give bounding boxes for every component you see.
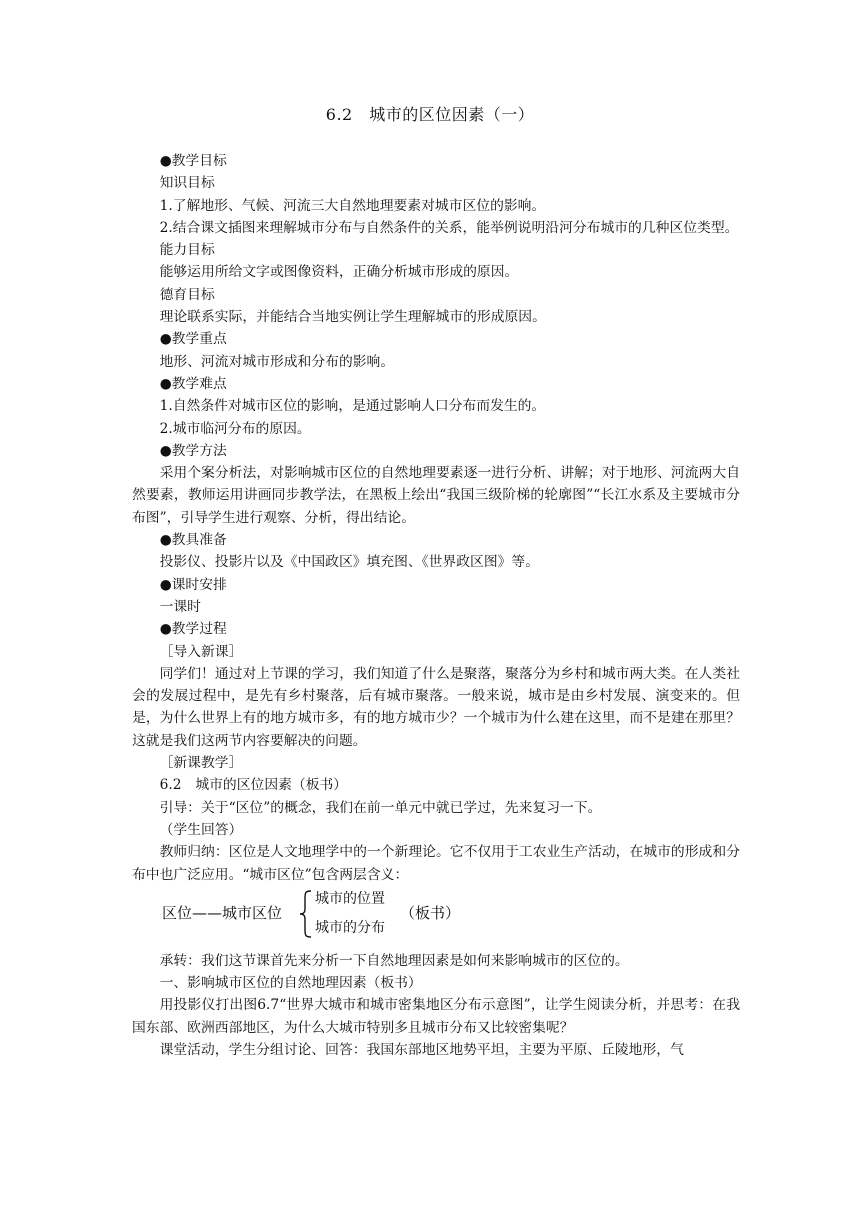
class-activity-text: 课堂活动，学生分组讨论、回答：我国东部地区地势平坦，主要为平原、丘陵地形，气 <box>159 1041 684 1058</box>
projector-instruction: 用投影仪打出图6.7“世界大城市和城市密集地区分布示意图”，让学生阅读分析，并思考：在我国东部、欧洲西部地区，为什么大城市特别多且城市分布又比较密集呢？ <box>132 997 740 1036</box>
new-lesson-label: ［新课教学］ <box>159 755 243 772</box>
ability-text: 能够运用所给文字或图像资料，正确分析城市形成的原因。 <box>159 264 519 281</box>
intro-paragraph: 同学们！通过对上节课的学习，我们知道了什么是聚落，聚落分为乡村和城市两大类。在人类社会的发展过程中，是先有乡村聚落，后有城市聚落。一般来说，城市是由乡村发展、演变来的。但是，为什么世界上有的地方城市多，有的地方城市少？一个城市为什么建在这里，而不是建在那里？这就是我们这两节内容要解决的问题。 <box>132 665 740 749</box>
brace-icon <box>298 889 314 939</box>
section-heading-key-points: ●教学重点 <box>159 331 227 348</box>
difficulty-item-2: 2.城市临河分布的原因。 <box>159 420 311 437</box>
moral-text: 理论联系实际，并能结合当地实例让学生理解城市的形成原因。 <box>159 309 546 326</box>
transition-text: 承转：我们这节课首先来分析一下自然地理因素是如何来影响城市的区位的。 <box>159 952 629 969</box>
section-heading-objectives: ●教学目标 <box>159 153 227 169</box>
intro-label: ［导入新课］ <box>159 643 243 660</box>
schedule-text: 一课时 <box>159 598 201 615</box>
section-heading-process: ●教学过程 <box>159 621 227 638</box>
document-body <box>132 150 740 1061</box>
page-title: 6.2 城市的区位因素（一） <box>325 105 535 124</box>
subheading-moral: 德育目标 <box>159 286 215 303</box>
knowledge-item-2: 2.结合课文插图来理解城市分布与自然条件的关系，能举例说明沿河分布城市的几种区位类型。 <box>159 219 739 236</box>
subheading-ability: 能力目标 <box>159 242 215 259</box>
methods-text: 采用个案分析法，对影响城市区位的自然地理要素逐一进行分析、讲解；对于地形、河流两大自然要素，教师运用讲画同步教学法，在黑板上绘出“我国三级阶梯的轮廓图”“长江水系及主要城市分布图”，引导学生进行观察、分析，得出结论。 <box>132 465 740 526</box>
section-heading-materials: ●教具准备 <box>159 532 227 549</box>
diagram-bottom-label: 城市的分布 <box>315 919 385 936</box>
difficulty-item-1: 1.自然条件对城市区位的影响，是通过影响人口分布而发生的。 <box>159 398 546 415</box>
section-heading-schedule: ●课时安排 <box>159 576 227 593</box>
subheading-knowledge: 知识目标 <box>159 175 215 192</box>
teacher-summary: 教师归纳：区位是人文地理学中的一个新理论。它不仅用于工农业生产活动，在城市的形成和分布中也广泛应用。“城市区位”包含两层含义： <box>132 844 740 883</box>
board-title: 6.2 城市的区位因素（板书） <box>159 777 348 794</box>
diagram-top-label: 城市的位置 <box>315 890 385 907</box>
section-one-heading: 一、影响城市区位的自然地理因素（板书） <box>159 975 422 992</box>
materials-text: 投影仪、投影片以及《中国政区》填充图、《世界政区图》等。 <box>159 554 540 571</box>
guide-text: 引导：关于“区位”的概念，我们在前一单元中就已学过，先来复习一下。 <box>159 799 602 816</box>
knowledge-item-1: 1.了解地形、气候、河流三大自然地理要素对城市区位的影响。 <box>159 197 546 214</box>
section-heading-methods: ●教学方法 <box>159 442 227 459</box>
diagram-left-label: 区位——城市区位 <box>162 903 283 922</box>
location-diagram <box>132 888 740 946</box>
student-answer-note: （学生回答） <box>159 821 243 838</box>
diagram-right-label: （板书） <box>400 903 461 922</box>
key-points-text: 地形、河流对城市形成和分布的影响。 <box>159 353 395 370</box>
section-heading-difficulties: ●教学难点 <box>159 375 227 392</box>
